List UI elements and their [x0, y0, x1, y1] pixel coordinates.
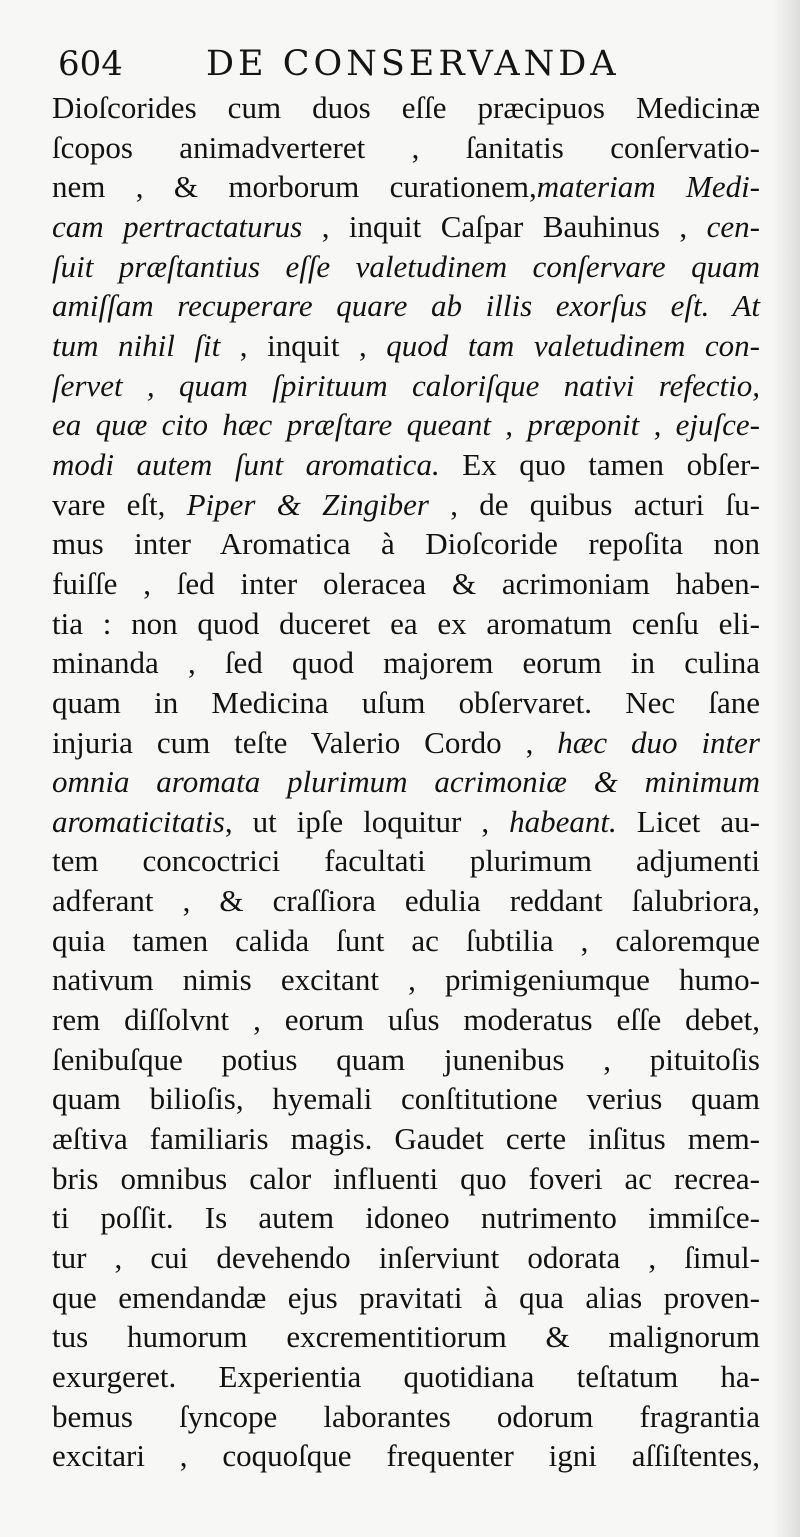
text-line: [52, 1436, 760, 1476]
text-run: , inquit ,: [220, 327, 387, 363]
text-line: [52, 247, 760, 287]
italic-run: ea quæ cito hæc præſtare queant , præponit , ejuſce-: [52, 407, 760, 443]
italic-run: tum nihil ſit: [52, 327, 221, 363]
text-line: [52, 762, 760, 802]
text-run: , ut ipſe loquitur ,: [224, 803, 510, 839]
text-run: excitari , coquoſque frequenter igni aſſiſtentes,: [52, 1438, 760, 1474]
text-run: fuiſſe , ſed inter oleracea & acrimoniam haben-: [52, 565, 760, 601]
text-run: que emendandæ ejus pravitati à qua alias proven-: [52, 1279, 760, 1315]
text-line: [52, 683, 760, 723]
text-line: [52, 445, 760, 485]
italic-run: cen-: [706, 208, 760, 244]
text-run: bemus ſyncope laborantes odorum fragrantia: [52, 1398, 760, 1434]
text-run: rem diſſolvnt , eorum uſus moderatus eſſe debet,: [52, 1002, 760, 1038]
text-line: [52, 524, 760, 564]
text-run: ſcopos animadverteret , ſanitatis conſervatio-: [52, 129, 760, 165]
text-line: [52, 1317, 760, 1357]
text-line: [52, 366, 760, 406]
text-line: [52, 1079, 760, 1119]
italic-run: cam pertractaturus: [52, 208, 303, 244]
text-run: quia tamen calida ſunt ac ſubtilia , caloremque: [52, 922, 760, 958]
italic-run: ſervet , quam ſpirituum caloriſque nativi refectio,: [52, 367, 760, 403]
italic-run: quod tam valetudinem con-: [386, 327, 760, 363]
text-run: tur , cui devehendo inſerviunt odorata , ſimul-: [52, 1240, 760, 1276]
text-run: ſenibuſque potius quam junenibus , pituitoſis: [52, 1041, 760, 1077]
text-run: Ex quo tamen obſer-: [439, 446, 761, 482]
text-run: adferant , & craſſiora edulia reddant ſalubriora,: [52, 883, 760, 919]
text-line: [52, 1000, 760, 1040]
text-run: exurgeret. Experientia quotidiana teſtatum ha-: [52, 1359, 760, 1394]
text-run: quam bilioſis, hyemali conſtitutione verius quam: [52, 1081, 760, 1117]
text-run: tia : non quod duceret ea ex aromatum cenſu eli-: [52, 605, 760, 641]
text-line: [52, 802, 760, 842]
text-line: [52, 1198, 760, 1238]
text-line: [52, 1278, 760, 1318]
text-line: [52, 286, 760, 326]
text-run: , inquit Caſpar Bauhinus ,: [302, 208, 707, 244]
text-line: [52, 1357, 760, 1397]
text-line: [52, 564, 760, 604]
text-line: [52, 881, 760, 921]
text-line: [52, 723, 760, 763]
text-run: Licet au-: [616, 803, 761, 839]
page-number: 604: [58, 44, 123, 84]
page-edge-shadow: [772, 0, 800, 1537]
text-run: vare eſt,: [52, 486, 187, 522]
text-run: nativum nimis excitant , primigeniumque humo-: [52, 962, 760, 998]
text-run: quam in Medicina uſum obſervaret. Nec ſane: [52, 684, 760, 720]
text-line: [52, 167, 760, 207]
text-line: [52, 207, 760, 247]
text-run: bris omnibus calor influenti quo foveri ac recrea-: [52, 1160, 760, 1196]
text-run: tem concoctrici facultati plurimum adjumenti: [52, 843, 760, 879]
italic-run: habeant.: [509, 803, 617, 839]
text-run: , de quibus acturi ſu-: [428, 486, 760, 522]
text-line: [52, 88, 760, 128]
text-line: [52, 485, 760, 525]
italic-run: omnia aromata plurimum acrimoniæ & minimum: [52, 764, 760, 800]
text-line: [52, 1119, 760, 1159]
body-text: [52, 88, 760, 1476]
text-run: injuria cum teſte Valerio Cordo ,: [52, 724, 558, 760]
text-run: æſtiva familiaris magis. Gaudet certe inſitus mem-: [52, 1121, 760, 1157]
text-line: [52, 326, 760, 366]
text-run: Dioſcorides cum duos eſſe præcipuos Medicinæ: [52, 90, 760, 125]
text-run: minanda , ſed quod majorem eorum in culina: [52, 645, 760, 681]
text-line: [52, 1397, 760, 1437]
italic-run: modi autem ſunt aromatica.: [52, 446, 440, 482]
text-run: nem , & morborum curationem,: [52, 169, 537, 205]
page-header: [58, 40, 658, 88]
text-line: [52, 405, 760, 445]
text-line: [52, 1238, 760, 1278]
text-line: [52, 960, 760, 1000]
text-line: [52, 1159, 760, 1199]
text-run: mus inter Aromatica à Dioſcoride repoſita non: [52, 526, 760, 562]
italic-run: ſuit præſtantius eſſe valetudinem conſervare quam: [52, 248, 760, 284]
running-head: DE CONSERVANDA: [206, 44, 620, 84]
italic-run: amiſſam recuperare quare ab illis exorſus eſt. At: [52, 288, 760, 324]
text-line: [52, 128, 760, 168]
text-line: [52, 1040, 760, 1080]
text-run: ti poſſit. Is autem idoneo nutrimento immiſce-: [52, 1200, 760, 1236]
italic-run: hæc duo inter: [557, 724, 760, 760]
text-line: [52, 921, 760, 961]
text-run: tus humorum excrementitiorum & malignorum: [52, 1319, 760, 1355]
italic-run: materiam Medi-: [536, 169, 761, 205]
text-line: [52, 841, 760, 881]
text-line: [52, 643, 760, 683]
text-line: [52, 604, 760, 644]
italic-run: aromaticitatis: [52, 803, 225, 839]
italic-run: Piper & Zingiber: [186, 486, 429, 522]
